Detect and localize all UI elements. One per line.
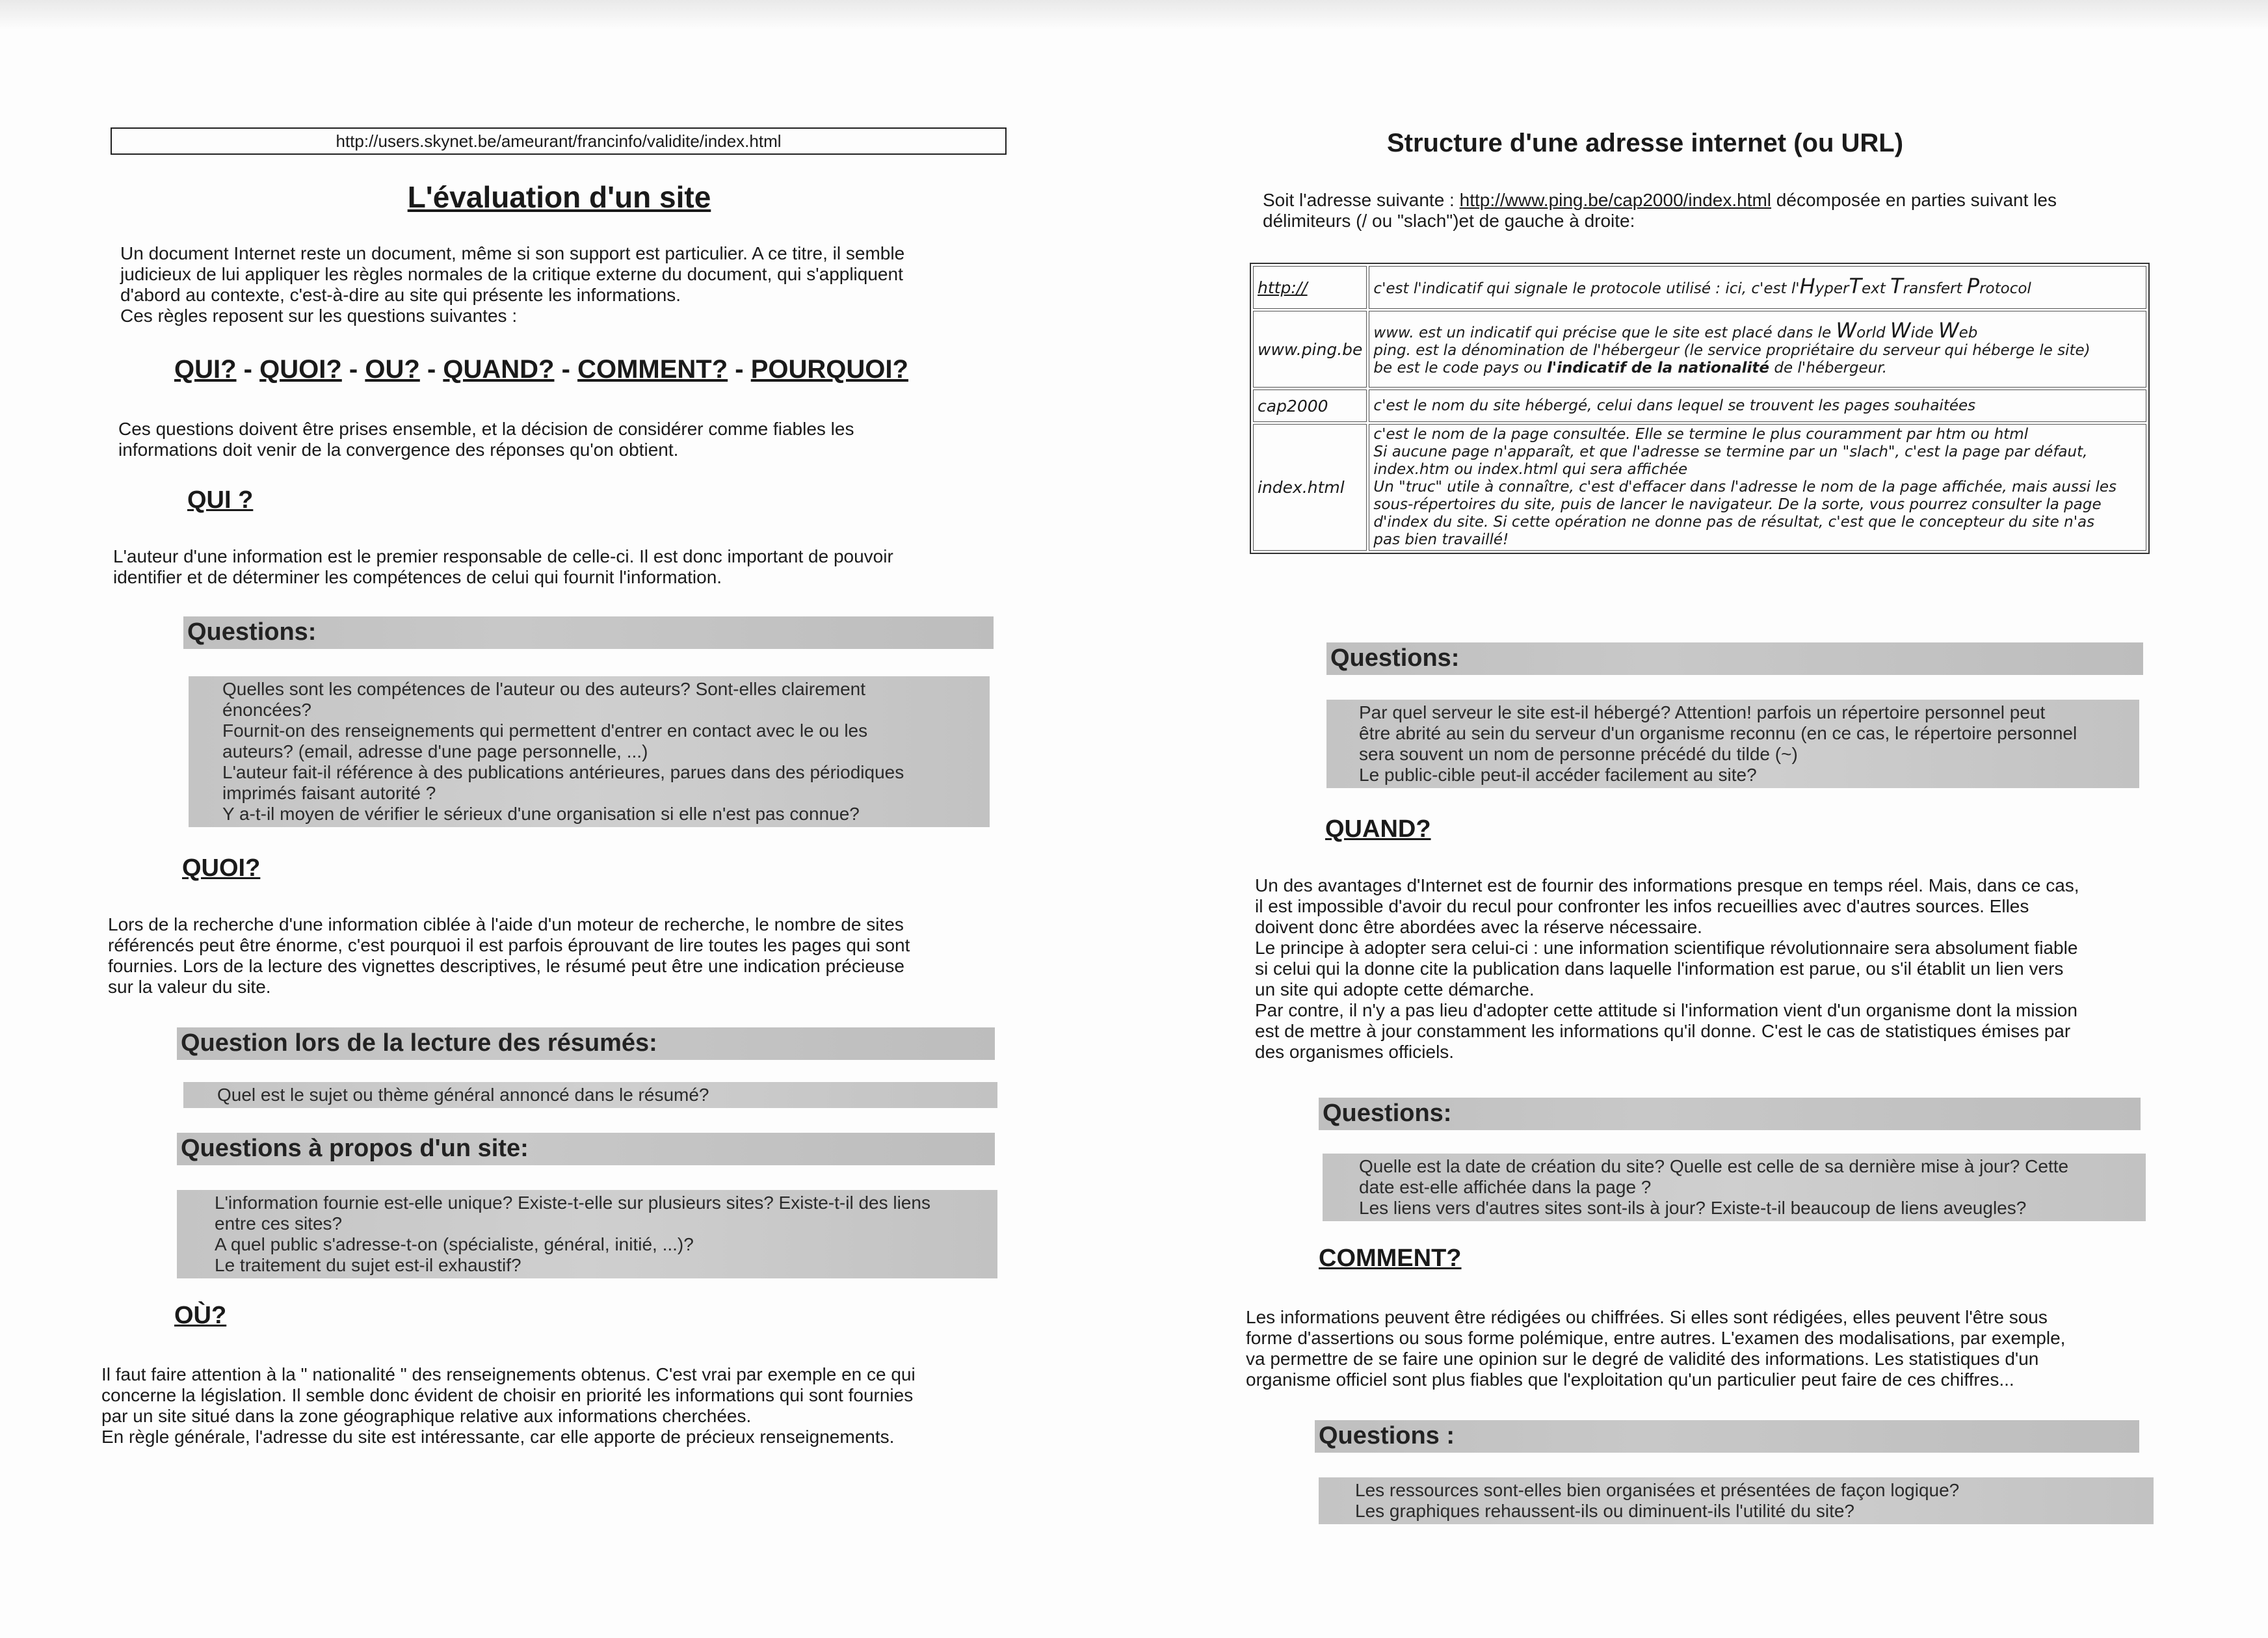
question-line: Quelles sont les compétences de l'auteur ou des auteurs? Sont-elles clairement — [222, 679, 866, 699]
acronym-letter: W — [1836, 317, 1857, 343]
text: Soit l'adresse suivante : — [1263, 190, 1460, 210]
q-qui: QUI? — [174, 355, 237, 384]
question-line: L'information fournie est-elle unique? Existe-t-elle sur plusieurs sites? Existe-t-il des liens — [215, 1193, 930, 1213]
resumes-questions-box — [183, 1082, 997, 1108]
qui-paragraph — [113, 546, 1017, 588]
url-intro — [1263, 190, 2160, 231]
part-key: http:// — [1253, 266, 1367, 309]
desc-text: eb — [1958, 324, 1978, 341]
question-line: Les liens vers d'autres sites sont-ils à jour? Existe-t-il beaucoup de liens aveugles? — [1359, 1198, 2027, 1218]
desc-line: ping. est la dénomination de l'hébergeur (le service propriétaire du serveur qui héberge le site) — [1373, 341, 2090, 359]
desc-line: sous-répertoires du site, puis de lancer le navigateur. De la sorte, vous pourrez consulter la page — [1373, 496, 2102, 513]
desc-text: de l'hébergeur. — [1769, 359, 1888, 376]
question-line: être abrité au sein du serveur d'un organisme reconnu (en ce cas, le répertoire personnel — [1359, 723, 2077, 743]
question-line: Quel est le sujet ou thème général annoncé dans le résumé? — [217, 1085, 709, 1105]
question-line: Le traitement du sujet est-il exhaustif? — [215, 1255, 521, 1275]
table-row — [1253, 390, 2146, 422]
url-intro-line1 — [1263, 190, 2160, 211]
six-questions-line — [174, 355, 1020, 384]
qui-questions-box — [189, 676, 990, 827]
quoi-heading: QUOI? — [182, 854, 261, 882]
quoi-paragraph — [108, 914, 1018, 997]
example-url-link[interactable]: http://www.ping.be/cap2000/index.html — [1459, 190, 1772, 210]
desc-line — [1373, 360, 2142, 377]
text-line: identifier et de déterminer les compétences de celui qui fournit l'information. — [113, 567, 722, 587]
site-questions-box — [177, 1190, 997, 1278]
text-line: Lors de la recherche d'une information ciblée à l'aide d'un moteur de recherche, le nombre de sites — [108, 914, 904, 934]
text-line: va permettre de se faire une opinion sur le degré de validité des informations. Les statistiques d'un — [1246, 1349, 2039, 1369]
comment-paragraph — [1246, 1307, 2169, 1390]
question-line: date est-elle affichée dans la page ? — [1359, 1177, 1652, 1197]
qui-heading: QUI ? — [187, 486, 254, 514]
desc-text: orld — [1856, 324, 1890, 341]
comment-questions-box — [1319, 1477, 2154, 1524]
text-line: doivent donc être abordées avec la réserve nécessaire. — [1255, 917, 1702, 937]
text-line: Ces questions doivent être prises ensemble, et la décision de considérer comme fiables les — [118, 419, 854, 439]
desc-text: ext — [1862, 280, 1891, 297]
text-line: En règle générale, l'adresse du site est intéressante, car elle apporte de précieux renseignements. — [101, 1427, 895, 1447]
text-line: informations doit venir de la convergence des réponses qu'on obtient. — [118, 440, 679, 460]
separator: - — [735, 355, 744, 384]
desc-text: yper — [1815, 280, 1849, 297]
part-desc — [1369, 311, 2146, 388]
text-line: concerne la législation. Il semble donc évident de choisir en priorité les informations qui sont fournies — [101, 1385, 914, 1405]
separator: - — [243, 355, 252, 384]
text-line: un site qui adopte cette démarche. — [1255, 979, 1535, 999]
quand-paragraph — [1255, 875, 2165, 1063]
text: décomposée en parties suivant les — [1771, 190, 2057, 210]
question-line: Quelle est la date de création du site? Quelle est celle de sa dernière mise à jour? Cette — [1359, 1156, 2069, 1176]
separator: - — [427, 355, 436, 384]
text-line: Par contre, il n'y a pas lieu d'adopter cette attitude si l'information vient d'un organisme dont la mission — [1255, 1000, 2077, 1020]
text-line: des organismes officiels. — [1255, 1042, 1455, 1062]
url-structure-title: Structure d'une adresse internet (ou URL) — [1386, 129, 1904, 157]
table-row — [1253, 311, 2146, 388]
question-line: Les ressources sont-elles bien organisées et présentées de façon logique? — [1355, 1480, 1960, 1500]
text-line: fournies. Lors de la lecture des vignettes descriptives, le résumé peut être une indication précieuse — [108, 956, 904, 976]
desc-text: www. est un indicatif qui précise que le site est placé dans le — [1373, 324, 1836, 341]
comment-questions-header: Questions : — [1315, 1420, 2139, 1453]
ou-paragraph — [101, 1364, 1025, 1447]
acronym-letter: W — [1890, 317, 1911, 343]
server-questions-header: Questions: — [1326, 642, 2143, 675]
text-line: Un des avantages d'Internet est de fournir des informations presque en temps réel. Mais, dans ce cas, — [1255, 875, 2079, 895]
question-line: A quel public s'adresse-t-on (spécialiste, général, initié, ...)? — [215, 1234, 694, 1254]
desc-text: rotocol — [1979, 280, 2031, 297]
source-url-box — [111, 127, 1007, 155]
table-row — [1253, 266, 2146, 309]
part-desc — [1369, 390, 2146, 422]
text-line: Ces règles reposent sur les questions suivantes : — [120, 306, 518, 326]
desc-text: ide — [1910, 324, 1939, 341]
text-line: forme d'assertions ou sous forme polémique, entre autres. L'examen des modalisations, par exemple, — [1246, 1328, 2066, 1348]
desc-text: be est le code pays ou — [1373, 359, 1548, 376]
text-line: Il faut faire attention à la " nationalité " des renseignements obtenus. C'est vrai par exemple en ce qui — [101, 1364, 916, 1384]
desc-line: c'est le nom de la page consultée. Elle se termine le plus couramment par htm ou html — [1373, 426, 2029, 443]
separator: - — [349, 355, 358, 384]
question-line: imprimés faisant autorité ? — [222, 783, 436, 803]
quand-questions-box — [1323, 1154, 2146, 1221]
text-line: référencés peut être énorme, c'est pourquoi il est parfois éprouvant de lire toutes les pages qui sont — [108, 935, 910, 955]
acronym-letter: H — [1799, 273, 1815, 298]
question-line: Le public-cible peut-il accéder facilement au site? — [1359, 765, 1757, 785]
desc-line — [1373, 317, 2142, 343]
q-ou: OU? — [365, 355, 420, 384]
acronym-letter: T — [1849, 273, 1862, 298]
separator: - — [561, 355, 570, 384]
question-line: Les graphiques rehaussent-ils ou diminuent-ils l'utilité du site? — [1355, 1501, 1854, 1521]
text-line: sur la valeur du site. — [108, 977, 271, 997]
text-line: Un document Internet reste un document, même si son support est particulier. A ce titre, il semble — [120, 243, 905, 263]
desc-text: ransfert — [1903, 280, 1967, 297]
text-line: judicieux de lui appliquer les règles normales de la critique externe du document, qui s'appliquent — [120, 264, 903, 284]
desc-text: c'est l'indicatif qui signale le protocole utilisé : ici, c'est l' — [1373, 280, 1800, 297]
together-paragraph — [118, 419, 1016, 460]
acronym-letter: W — [1938, 317, 1959, 343]
source-url: http://users.skynet.be/ameurant/francinfo/validite/index.html — [336, 131, 782, 151]
question-line: sera souvent un nom de personne précédé du tilde (~) — [1359, 744, 1798, 764]
qui-questions-header: Questions: — [183, 616, 994, 649]
question-line: Fournit-on des renseignements qui permettent d'entrer en contact avec le ou les — [222, 720, 868, 741]
desc-line: Si aucune page n'apparaît, et que l'adresse se termine par un "slach", c'est la page par défaut, — [1373, 443, 2088, 460]
desc-line: index.htm ou index.html qui sera affichée — [1373, 461, 1688, 478]
q-quoi: QUOI? — [259, 355, 342, 384]
site-questions-header: Questions à propos d'un site: — [177, 1133, 995, 1165]
text-line: si celui qui la donne cite la publication dans laquelle l'information est parue, ou s'il établit un lien vers — [1255, 958, 2064, 979]
part-desc — [1369, 424, 2146, 551]
text-line: organisme officiel sont plus fiables que l'exploitation qu'un particulier peut faire de ces chiffres... — [1246, 1369, 2014, 1390]
table-row — [1253, 424, 2146, 551]
text-line: Le principe à adopter sera celui-ci : une information scientifique révolutionnaire sera absolument fiable — [1255, 938, 2078, 958]
question-line: Par quel serveur le site est-il hébergé? Attention! parfois un répertoire personnel peut — [1359, 702, 2046, 722]
desc-bold: l'indicatif de la nationalité — [1547, 359, 1770, 376]
q-quand: QUAND? — [443, 355, 555, 384]
intro-paragraph — [120, 243, 1018, 326]
text-line: délimiteurs (/ ou "slach")et de gauche à droite: — [1263, 211, 1635, 231]
desc-line: d'index du site. Si cette opération ne donne pas de résultat, c'est que le concepteur du site n'as — [1373, 514, 2095, 531]
page-title: L'évaluation d'un site — [407, 180, 711, 214]
question-line: auteurs? (email, adresse d'une page personnelle, ...) — [222, 741, 648, 761]
part-desc — [1369, 266, 2146, 309]
text-line: il est impossible d'avoir du recul pour confronter les infos recueillies avec d'autres sources. Elles — [1255, 896, 2029, 916]
text-line: Les informations peuvent être rédigées ou chiffrées. Si elles sont rédigées, elles peuvent l'être sous — [1246, 1307, 2048, 1327]
text-line: d'abord au contexte, c'est-à-dire au site qui présente les informations. — [120, 285, 681, 305]
text-line: est de mettre à jour constamment les informations qu'il donne. C'est le cas de statistiques émises par — [1255, 1021, 2071, 1041]
acronym-letter: P — [1966, 273, 1980, 298]
acronym-letter: T — [1890, 273, 1903, 298]
part-key: www.ping.be — [1253, 311, 1367, 388]
question-line: Y a-t-il moyen de vérifier le sérieux d'une organisation si elle n'est pas connue? — [222, 804, 860, 824]
comment-heading: COMMENT? — [1319, 1245, 1462, 1272]
desc-line: c'est le nom du site hébergé, celui dans lequel se trouvent les pages souhaitées — [1373, 397, 1976, 414]
server-questions-box — [1326, 700, 2139, 788]
quand-heading: QUAND? — [1325, 815, 1431, 843]
url-parts-table — [1250, 263, 2150, 554]
desc-line: Un "truc" utile à connaître, c'est d'effacer dans l'adresse le nom de la page affichée, mais aussi les — [1373, 479, 2117, 495]
ou-heading: OÙ? — [174, 1302, 227, 1329]
scan-top-edge — [0, 0, 2268, 30]
quand-questions-header: Questions: — [1319, 1098, 2141, 1130]
text-line: L'auteur d'une information est le premier responsable de celle-ci. Il est donc important de pouvoir — [113, 546, 893, 566]
part-key: index.html — [1253, 424, 1367, 551]
q-pourquoi: POURQUOI? — [750, 355, 908, 384]
resumes-questions-header: Question lors de la lecture des résumés: — [177, 1027, 995, 1060]
question-line: L'auteur fait-il référence à des publications antérieures, parues dans des périodiques — [222, 762, 904, 782]
question-line: énoncées? — [222, 700, 312, 720]
q-comment: COMMENT? — [577, 355, 728, 384]
part-key: cap2000 — [1253, 390, 1367, 422]
text-line: par un site situé dans la zone géographique relative aux informations cherchées. — [101, 1406, 752, 1426]
question-line: entre ces sites? — [215, 1213, 343, 1234]
desc-line: pas bien travaillé! — [1373, 531, 1509, 548]
